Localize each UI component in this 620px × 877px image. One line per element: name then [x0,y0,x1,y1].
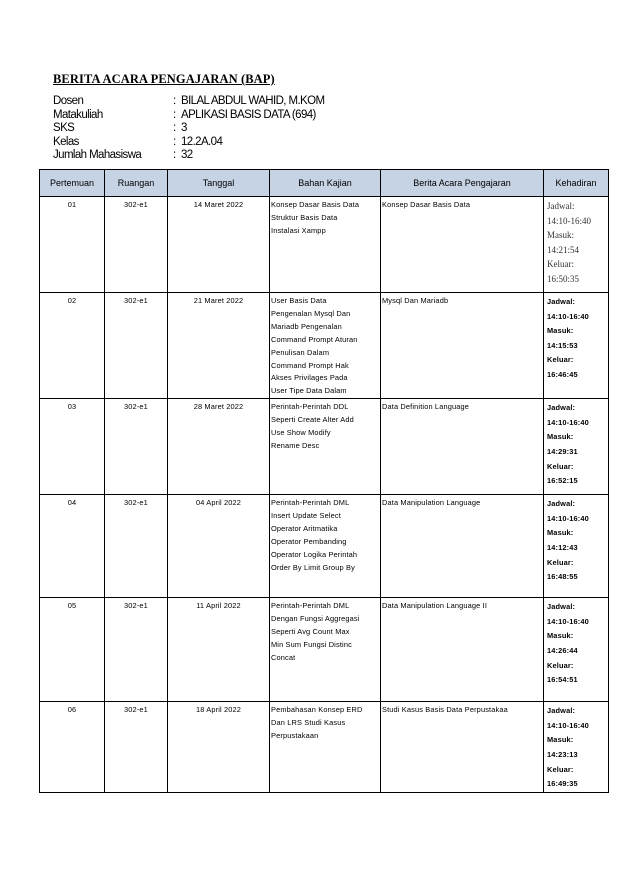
cell-bahan-kajian-line: Perintah-Perintah DML [271,498,350,508]
cell-kehadiran-line: Keluar: [547,461,574,471]
meta-label: Matakuliah [53,108,103,121]
cell-bahan-kajian-line: Command Prompt Hak [271,360,349,370]
cell-bahan-kajian-line: Concat [271,652,296,662]
cell-bahan-kajian-line: Use Show Modify [271,428,331,438]
cell-kehadiran-line: 14:10-16:40 [547,720,589,730]
cell-kehadiran-line: Jadwal: [547,499,576,509]
cell-bahan-kajian-line: Command Prompt Aturan [271,334,358,344]
cell-kehadiran-line: 16:48:55 [547,572,578,582]
cell-kehadiran [544,399,609,495]
cell-kehadiran-line: Keluar: [547,764,574,774]
cell-pertemuan: 06 [40,702,105,793]
meta-value: 32 [181,149,193,162]
cell-bahan-kajian [270,702,381,793]
cell-bahan-kajian-line: Insert Update Select [271,511,341,521]
meta-colon: : [173,122,176,135]
meta-value: BILAL ABDUL WAHID, M.KOM [181,95,325,107]
table-row [40,702,609,793]
cell-kehadiran-line: 14:10-16:40 [547,417,589,427]
cell-ruangan: 302-e1 [105,399,168,495]
cell-kehadiran-line: 16:46:45 [547,369,578,379]
meta-label: Jumlah Mahasiswa [53,149,142,162]
cell-bahan-kajian-line: Operator Logika Perintah [271,549,358,559]
cell-kehadiran-line: 16:54:51 [547,675,578,685]
cell-pertemuan: 03 [40,399,105,495]
cell-berita-acara [381,293,544,399]
cell-tanggal: 21 Maret 2022 [168,293,270,399]
header-tanggal: Tanggal [168,170,270,197]
meta-value: 3 [181,122,187,135]
cell-kehadiran-line: Masuk: [547,735,574,745]
cell-kehadiran-line: 14:12:43 [547,543,578,553]
table-header-row [40,170,609,197]
cell-berita-acara [381,197,544,293]
meta-value: 12.2A.04 [181,135,223,148]
cell-kehadiran-line: Masuk: [547,631,574,641]
meta-value: APLIKASI BASIS DATA (694) [181,108,316,121]
meta-row-sks [53,122,324,136]
header-bahan-kajian: Bahan Kajian [270,170,381,197]
cell-pertemuan: 02 [40,293,105,399]
cell-kehadiran-line: Masuk: [547,432,574,442]
cell-bahan-kajian-line: Operator Pembanding [271,536,347,546]
bap-table [39,169,609,793]
cell-kehadiran-line: Masuk: [547,326,574,336]
document-title: BERITA ACARA PENGAJARAN (BAP) [53,72,275,86]
cell-kehadiran-line: Keluar: [547,557,574,567]
meta-row-jumlah-mahasiswa [53,149,324,163]
table-row [40,197,609,293]
cell-kehadiran-line: Jadwal: [547,602,576,612]
cell-ruangan: 302-e1 [105,197,168,293]
table-row [40,293,609,399]
cell-bahan-kajian [270,495,381,598]
cell-bahan-kajian-line: Dengan Fungsi Aggregasi [271,614,360,624]
cell-bahan-kajian-line: Konsep Dasar Basis Data [271,200,360,209]
cell-bahan-kajian-line: Struktur Basis Data [271,212,338,222]
cell-ruangan: 302-e1 [105,495,168,598]
cell-kehadiran-line: Keluar: [547,660,574,670]
cell-ruangan: 302-e1 [105,598,168,702]
cell-kehadiran-line: 16:50:35 [547,273,580,284]
cell-tanggal: 11 April 2022 [168,598,270,702]
cell-bahan-kajian [270,293,381,399]
header-berita-acara: Berita Acara Pengajaran [381,170,544,197]
meta-row-matakuliah [53,109,324,123]
table-body [40,197,609,793]
cell-kehadiran-line: Jadwal: [547,297,576,306]
cell-kehadiran-line: 16:49:35 [547,779,578,789]
cell-berita-acara-line: Mysql Dan Mariadb [382,296,449,305]
cell-bahan-kajian-line: Perintah-Perintah DDL [271,402,349,412]
cell-kehadiran [544,293,609,399]
cell-bahan-kajian-line: User Basis Data [271,296,327,305]
cell-kehadiran-line: 14:21:54 [547,244,580,255]
meta-label: SKS [53,122,75,135]
meta-row-dosen [53,95,324,109]
cell-kehadiran-line: 14:10-16:40 [547,616,589,626]
cell-berita-acara-line: Studi Kasus Basis Data Perpustakaa [382,705,508,715]
cell-tanggal: 28 Maret 2022 [168,399,270,495]
cell-berita-acara-line: Konsep Dasar Basis Data [382,200,471,209]
cell-bahan-kajian-line: User Tipe Data Dalam [271,386,347,396]
meta-label: Dosen [53,95,84,107]
header-kehadiran: Kehadiran [544,170,609,197]
cell-kehadiran [544,495,609,598]
cell-bahan-kajian-line: Operator Aritmatika [271,524,338,534]
cell-pertemuan: 01 [40,197,105,293]
cell-bahan-kajian-line: Akses Privilages Pada [271,373,348,383]
table-row [40,598,609,702]
meta-colon: : [173,149,176,162]
cell-bahan-kajian-line: Penulisan Dalam [271,347,330,357]
cell-pertemuan: 05 [40,598,105,702]
cell-kehadiran-line: 14:10-16:40 [547,215,591,226]
meta-colon: : [173,108,176,121]
cell-kehadiran-line: Jadwal: [547,706,576,716]
cell-kehadiran-line: 14:29:31 [547,447,578,457]
header-ruangan: Ruangan [105,170,168,197]
cell-bahan-kajian [270,197,381,293]
cell-berita-acara [381,399,544,495]
cell-kehadiran-line: 14:10-16:40 [547,311,589,321]
cell-kehadiran-line: Keluar: [547,259,574,270]
course-info [53,95,324,163]
cell-kehadiran [544,197,609,293]
cell-ruangan: 302-e1 [105,293,168,399]
cell-tanggal: 04 April 2022 [168,495,270,598]
cell-bahan-kajian-line: Instalasi Xampp [271,225,326,235]
cell-berita-acara-line: Data Definition Language [382,402,470,412]
cell-tanggal: 18 April 2022 [168,702,270,793]
cell-kehadiran-line: Jadwal: [547,201,575,211]
cell-ruangan: 302-e1 [105,702,168,793]
cell-bahan-kajian-line: Perintah-Perintah DML [271,601,350,611]
cell-berita-acara [381,598,544,702]
cell-kehadiran-line: Keluar: [547,355,574,365]
meta-colon: : [173,135,176,148]
cell-berita-acara [381,495,544,598]
cell-berita-acara-line: Data Manipulation Language II [382,601,488,611]
cell-bahan-kajian [270,598,381,702]
cell-bahan-kajian-line: Perpustakaan [271,731,319,741]
cell-kehadiran-line: 14:26:44 [547,646,578,656]
cell-berita-acara-line: Data Manipulation Language [382,498,481,508]
table-row [40,495,609,598]
cell-tanggal: 14 Maret 2022 [168,197,270,293]
cell-bahan-kajian-line: Order By Limit Group By [271,562,355,572]
table-row [40,399,609,495]
cell-bahan-kajian-line: Seperti Create Alter Add [271,415,354,425]
cell-kehadiran [544,702,609,793]
meta-row-kelas [53,136,324,150]
cell-bahan-kajian [270,399,381,495]
cell-kehadiran-line: 14:23:13 [547,750,578,760]
meta-colon: : [173,95,176,107]
cell-kehadiran-line: 16:52:15 [547,476,578,486]
cell-bahan-kajian-line: Seperti Avg Count Max [271,627,350,637]
cell-berita-acara [381,702,544,793]
cell-kehadiran [544,598,609,702]
cell-kehadiran-line: Masuk: [547,528,574,538]
cell-pertemuan: 04 [40,495,105,598]
cell-bahan-kajian-line: Pengenalan Mysql Dan [271,308,351,318]
meta-label: Kelas [53,135,79,148]
cell-bahan-kajian-line: Pembahasan Konsep ERD [271,705,363,715]
header-pertemuan: Pertemuan [40,170,105,197]
cell-kehadiran-line: Jadwal: [547,403,576,413]
cell-kehadiran-line: 14:10-16:40 [547,513,589,523]
cell-kehadiran-line: 14:15:53 [547,340,578,350]
cell-bahan-kajian-line: Mariadb Pengenalan [271,321,342,331]
cell-kehadiran-line: Masuk: [547,230,574,241]
cell-bahan-kajian-line: Dan LRS Studi Kasus [271,718,346,728]
cell-bahan-kajian-line: Rename Desc [271,440,320,450]
cell-bahan-kajian-line: Min Sum Fungsi Distinc [271,639,352,649]
